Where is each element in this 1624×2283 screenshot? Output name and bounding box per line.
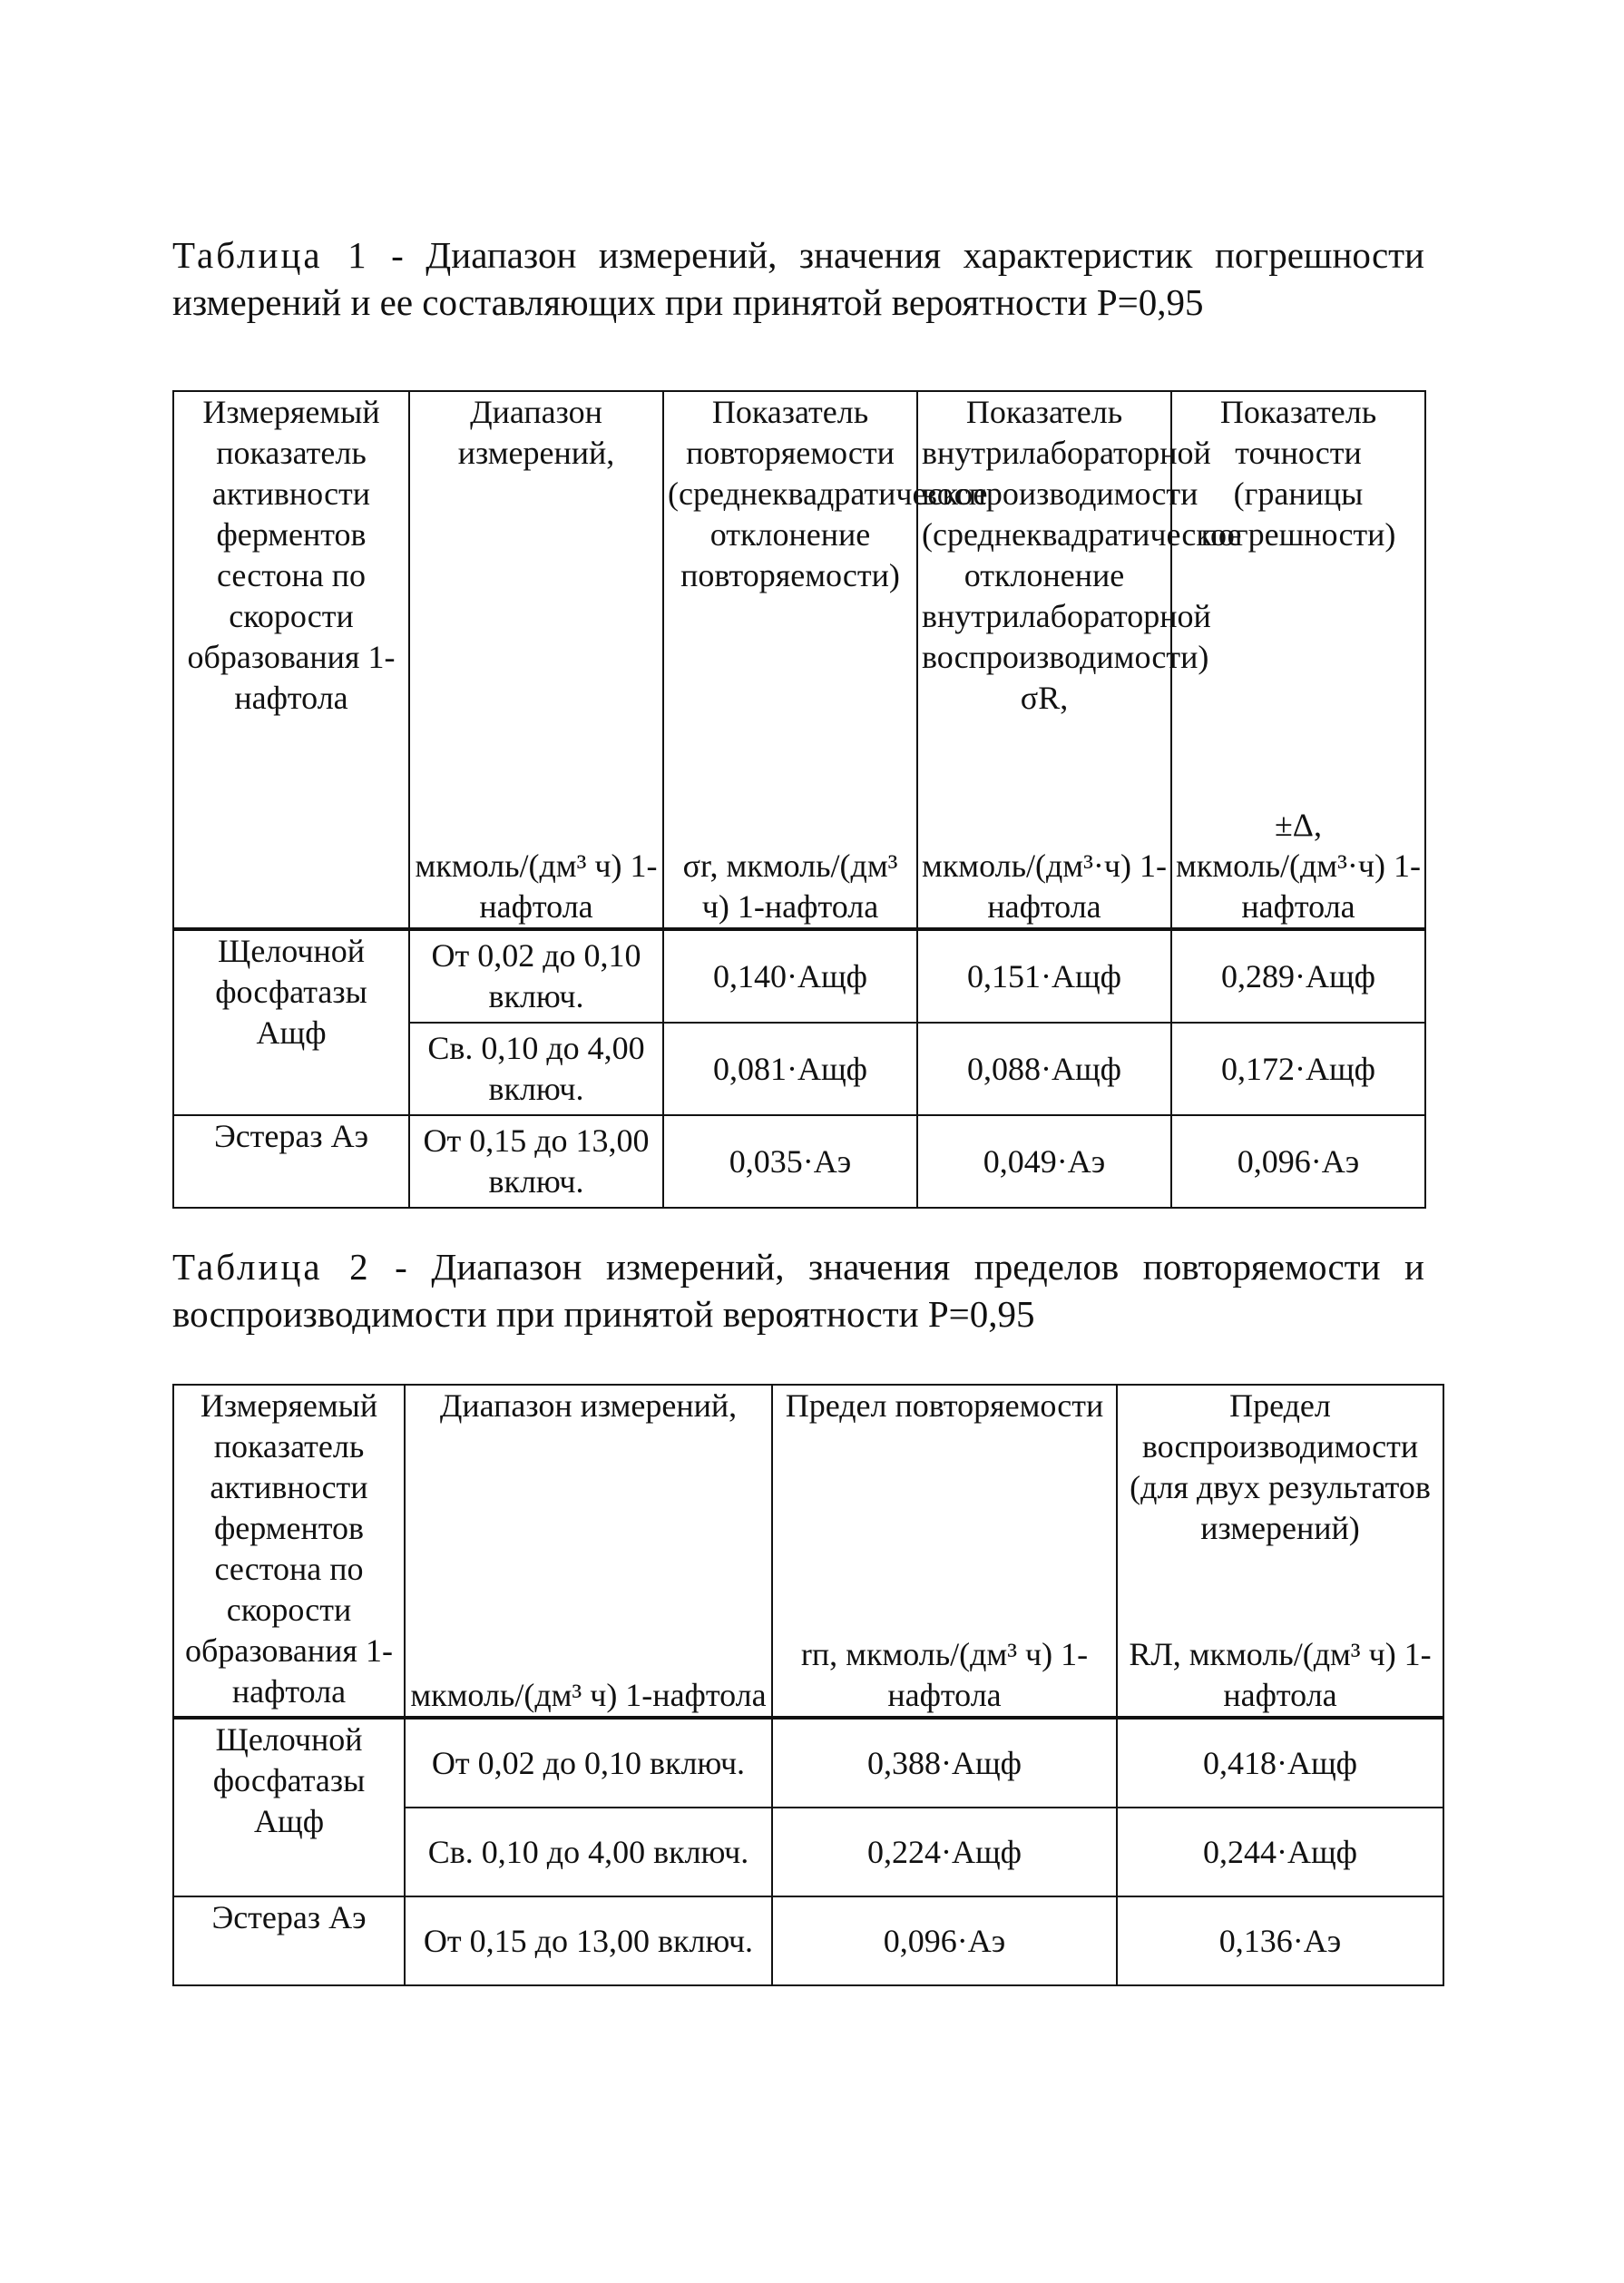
table1 [172,390,1426,1209]
table-row [173,1896,1443,1985]
table2-range: Св. 0,10 до 4,00 включ. [405,1808,772,1896]
table-row [173,1115,1425,1208]
table1-sigma-R: 0,049·Аэ [917,1115,1171,1208]
table-row [173,929,1425,1023]
table2-group-name: Щелочной фосфатазы Ащф [173,1718,405,1896]
table1-range: От 0,02 до 0,10 включ. [409,929,663,1023]
table1-sigma-r: 0,140·Ащф [663,929,917,1023]
table2-limit-R: 0,136·Аэ [1117,1896,1443,1985]
table2-limit-R: 0,244·Ащф [1117,1808,1443,1896]
table1-delta: 0,172·Ащф [1171,1023,1425,1115]
table2-limit-r: 0,096·Аэ [772,1896,1117,1985]
table1-caption-label: Таблица 1 [172,234,369,276]
table2-group-name: Эстераз Аэ [173,1896,405,1985]
table1-header-row [173,391,1425,929]
table1-sigma-R: 0,151·Ащф [917,929,1171,1023]
table1-delta: 0,096·Аэ [1171,1115,1425,1208]
table1-group-name: Щелочной фосфатазы Ащф [173,929,409,1115]
table1-sigma-r: 0,081·Ащф [663,1023,917,1115]
table1-header-indicator: Измеряемый показатель активности ферментов сестона по скорости образования 1-нафтола [173,391,409,929]
table2 [172,1384,1444,1986]
table1-header-range: Диапазон измерений, мкмоль/(дм³ ч) 1-нафтола [409,391,663,929]
table2-header-range: Диапазон измерений, мкмоль/(дм³ ч) 1-нафтола [405,1385,772,1718]
table1-caption-text: - Диапазон измерений, значения характеристик погрешности измерений и ее составляющих при принятой вероятности Р=0,95 [172,234,1424,323]
table1-sigma-r: 0,035·Аэ [663,1115,917,1208]
table1-range: От 0,15 до 13,00 включ. [409,1115,663,1208]
table1-group-name: Эстераз Аэ [173,1115,409,1208]
table2-header-repeatability-limit: Предел повторяемости rп, мкмоль/(дм³ ч) 1-нафтола [772,1385,1117,1718]
table1-header-reproducibility: Показатель внутрилабораторной воспроизводимости (среднеквадратическое отклонение внутрилабораторной воспроизводимости) σR, мкмоль/(дм³·ч) 1-нафтола [917,391,1171,929]
table1-range: Св. 0,10 до 4,00 включ. [409,1023,663,1115]
table1-sigma-R: 0,088·Ащф [917,1023,1171,1115]
table1-caption [172,231,1424,326]
table2-header-row [173,1385,1443,1718]
table2-limit-r: 0,224·Ащф [772,1808,1117,1896]
table2-caption-label: Таблица 2 [172,1246,371,1288]
table2-limit-r: 0,388·Ащф [772,1718,1117,1808]
table2-range: От 0,02 до 0,10 включ. [405,1718,772,1808]
table1-delta: 0,289·Ащф [1171,929,1425,1023]
table2-caption-text: - Диапазон измерений, значения пределов повторяемости и воспроизводимости при принятой вероятности Р=0,95 [172,1246,1424,1335]
table2-limit-R: 0,418·Ащф [1117,1718,1443,1808]
table2-header-indicator: Измеряемый показатель активности ферментов сестона по скорости образования 1-нафтола [173,1385,405,1718]
table1-header-repeatability: Показатель повторяемости (среднеквадратическое отклонение повторяемости) σr, мкмоль/(дм³ ч) 1-нафтола [663,391,917,929]
table2-caption [172,1243,1424,1337]
table2-header-reproducibility-limit: Предел воспроизводимости (для двух результатов измерений) RЛ, мкмоль/(дм³ ч) 1-нафтола [1117,1385,1443,1718]
table2-range: От 0,15 до 13,00 включ. [405,1896,772,1985]
table-row [173,1718,1443,1808]
table1-header-accuracy: Показатель точности (границы погрешности) ±Δ, мкмоль/(дм³·ч) 1-нафтола [1171,391,1425,929]
